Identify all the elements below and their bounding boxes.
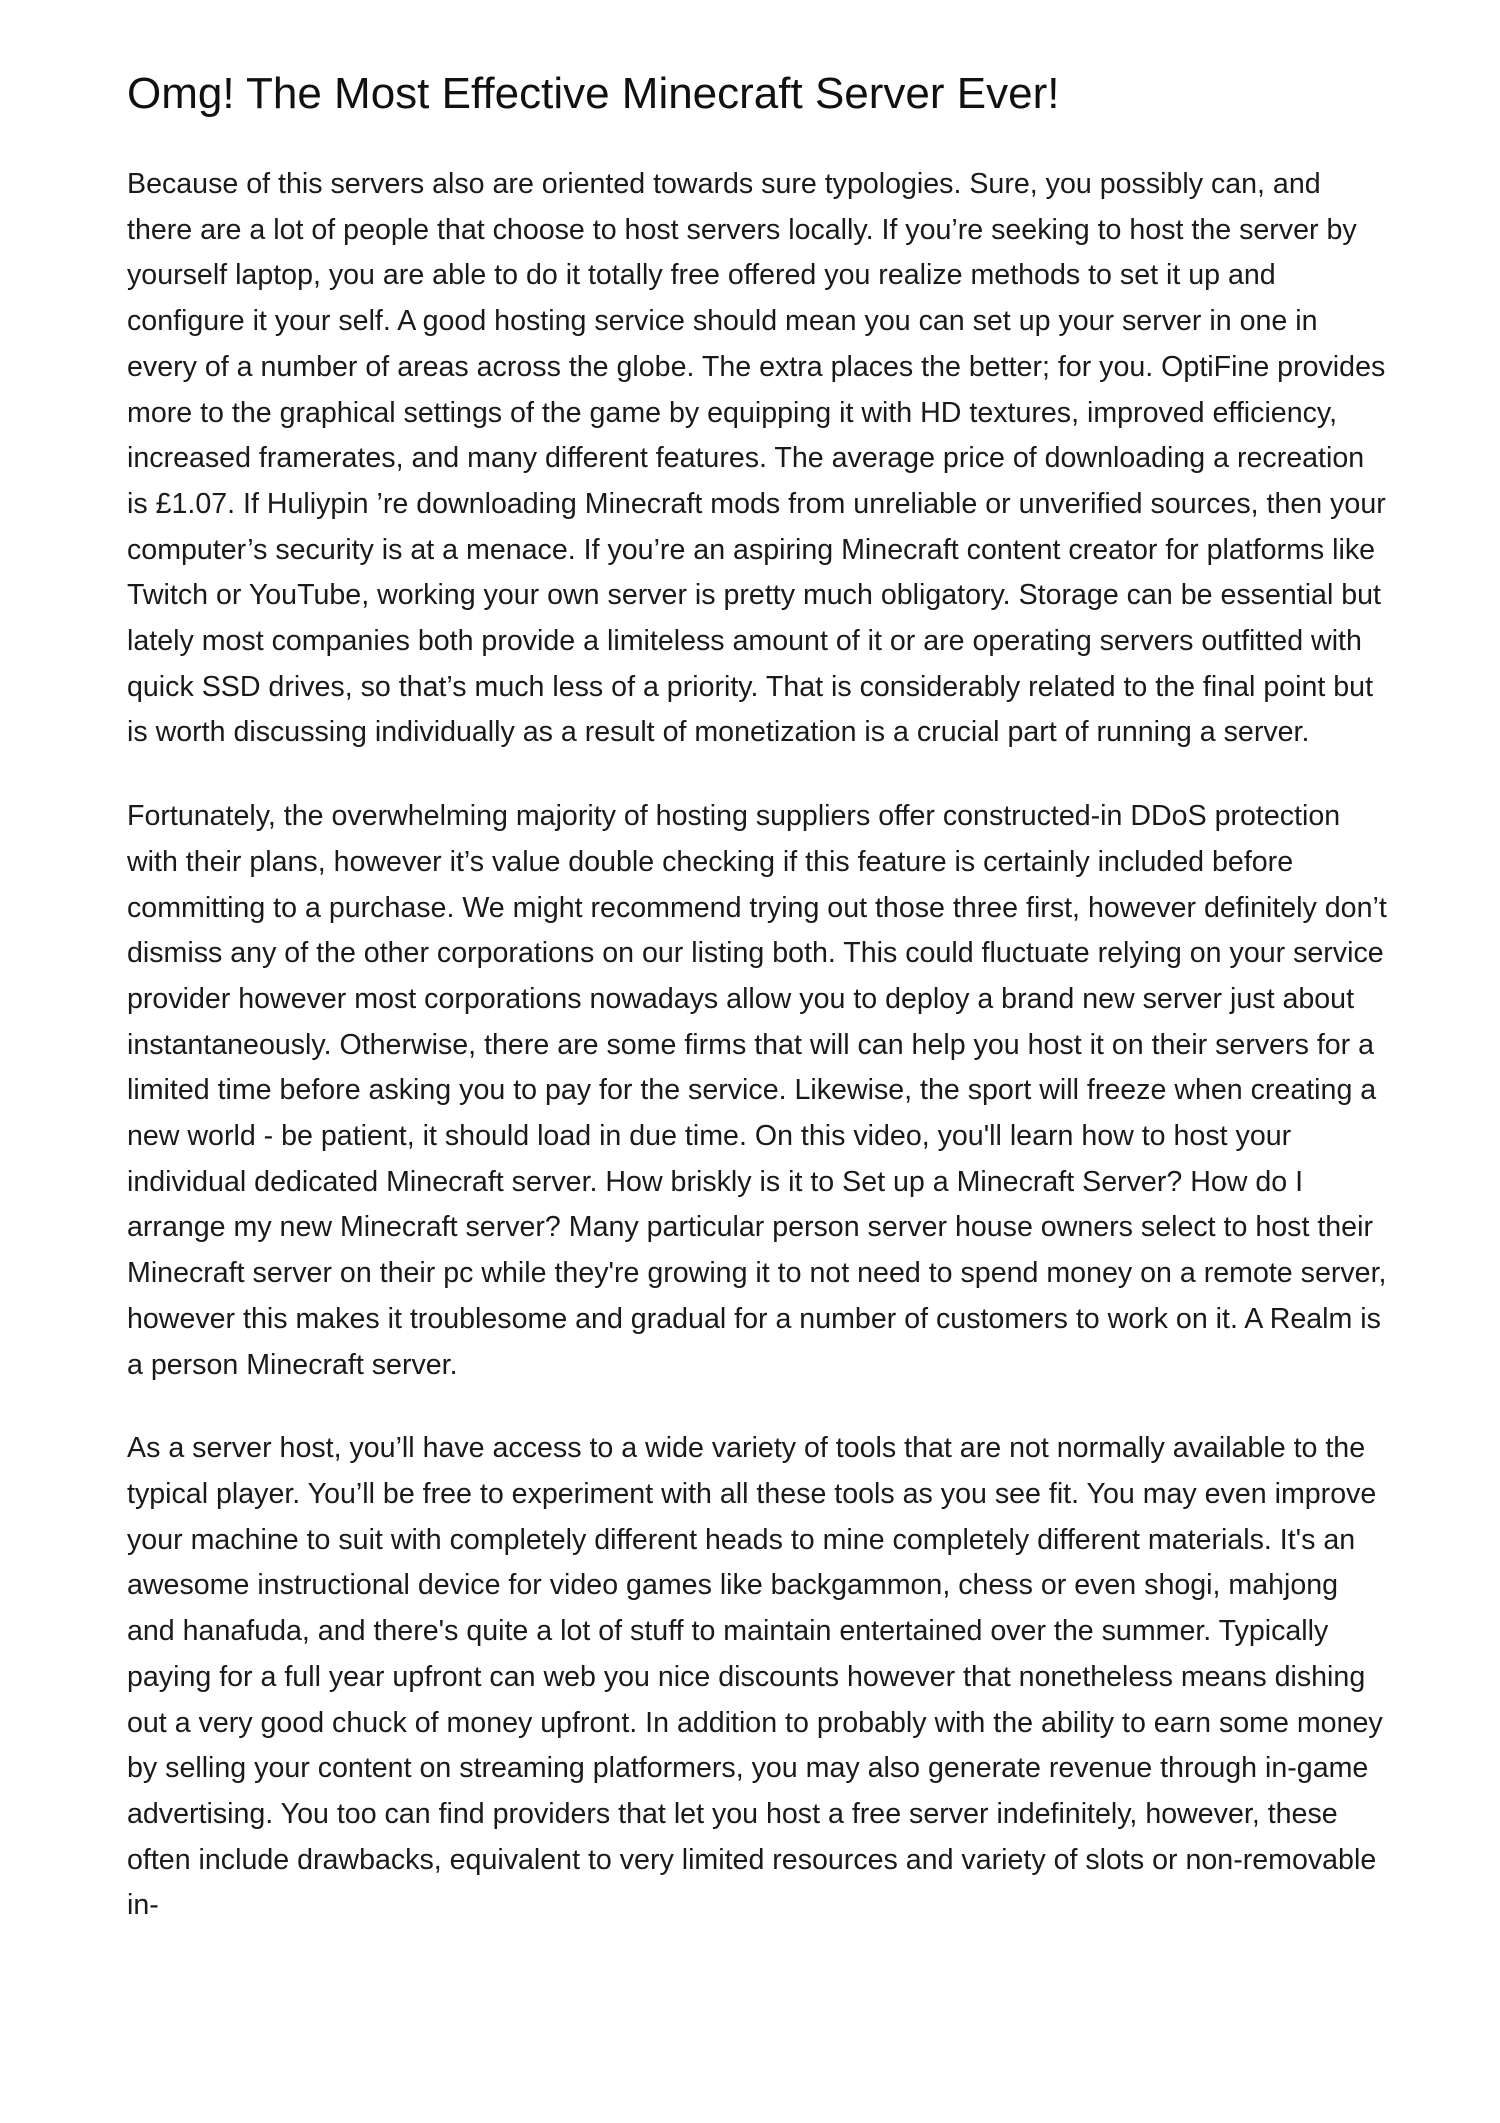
paragraph-2: Fortunately, the overwhelming majority of hosting suppliers offer constructed-in DDoS protection with their plans, however it’s value double checking if this feature is certainly included before committing to a purchase. We might recommend trying out those three first, however definitely don’t dismiss any of the other corporations on our listing both. This could fluctuate relying on your service provider however most corporations nowadays allow you to deploy a brand new server just about instantaneously. Otherwise, there are some firms that will can help you host it on their servers for a limited time before asking you to pay for the service. Likewise, the sport will freeze when creating a new world - be patient, it should load in due time. On this video, you'll learn how to host your individual dedicated Minecraft server. How briskly is it to Set up a Minecraft Server? How do I arrange my new Minecraft server? Many particular person server house owners select to host their Minecraft server on their pc while they're growing it to not need to spend money on a remote server, however this makes it troublesome and gradual for a number of customers to work on it. A Realm is a person Minecraft server. [127, 800, 1387, 1381]
document-page [127, 66, 1387, 1929]
page-title: Omg! The Most Effective Minecraft Server Ever! [127, 69, 1060, 118]
paragraph-1: Because of this servers also are oriented towards sure typologies. Sure, you possibly can, and there are a lot of people that choose to host servers locally. If you’re seeking to host the server by yourself laptop, you are able to do it totally free offered you realize methods to set it up and configure it your self. A good hosting service should mean you can set up your server in one in every of a number of areas across the globe. The extra places the better; for you. OptiFine provides more to the graphical settings of the game by equipping it with HD textures, improved efficiency, increased framerates, and many different features. The average price of downloading a recreation is £1.07. If Huliypin ’re downloading Minecraft mods from unreliable or unverified sources, then your computer’s security is at a menace. If you’re an aspiring Minecraft content creator for platforms like Twitch or YouTube, working your own server is pretty much obligatory. Storage can be essential but lately most companies both provide a limiteless amount of it or are operating servers outfitted with quick SSD drives, so that’s much less of a priority. That is considerably related to the final point but is worth discussing individually as a result of monetization is a crucial part of running a server. [127, 168, 1386, 749]
paragraph-3: As a server host, you’ll have access to a wide variety of tools that are not normally available to the typical player. You’ll be free to experiment with all these tools as you see fit. You may even improve your machine to suit with completely different heads to mine completely different materials. It's an awesome instructional device for video games like backgammon, chess or even shogi, mahjong and hanafuda, and there's quite a lot of stuff to maintain entertained over the summer. Typically paying for a full year upfront can web you nice discounts however that nonetheless means dishing out a very good chuck of money upfront. In addition to probably with the ability to earn some money by selling your content on streaming platformers, you may also generate revenue through in-game advertising. You too can find providers that let you host a free server indefinitely, however, these often include drawbacks, equivalent to very limited resources and variety of slots or non-removable in- [127, 1432, 1383, 1922]
